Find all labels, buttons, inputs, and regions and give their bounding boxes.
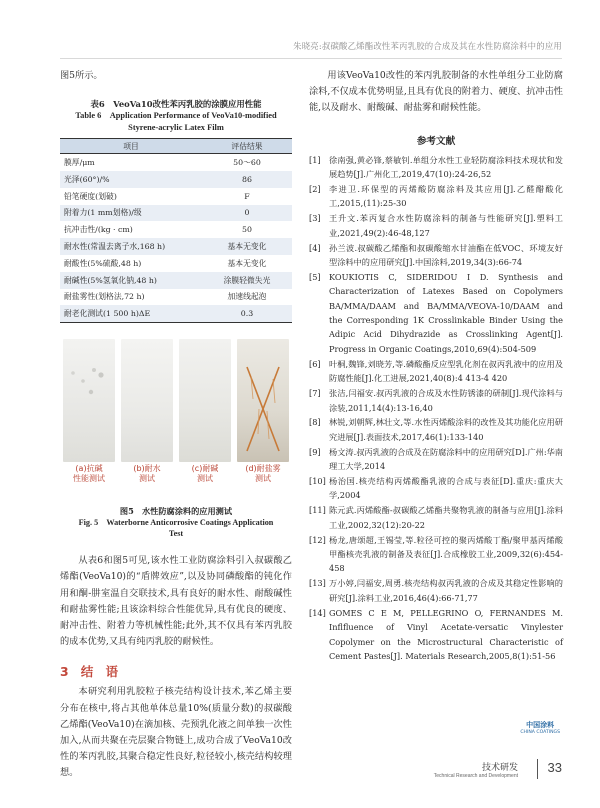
table-row bbox=[60, 272, 292, 289]
reference-item bbox=[309, 153, 563, 182]
table-cell: 抗冲击性/(kg · cm) bbox=[64, 225, 133, 235]
header-rule bbox=[60, 58, 562, 59]
reference-number: [10] bbox=[309, 476, 326, 487]
reference-text: 万小婷,闫福安,周勇.核壳结构叔丙乳液的合成及其稳定性影响的研究[J].涂料工业,2016,46(4):66-71,77 bbox=[329, 578, 563, 603]
table-row bbox=[60, 205, 292, 222]
china-coatings-logo bbox=[520, 720, 560, 735]
table-header-result: 评估结果 bbox=[202, 139, 292, 154]
reference-item bbox=[309, 386, 563, 415]
table-cell: 0.3 bbox=[202, 305, 292, 322]
table-row bbox=[60, 305, 292, 322]
label-a bbox=[60, 464, 118, 484]
conclusion-paragraph: 本研究利用乳胶粒子核壳结构设计技术,苯乙烯主要分布在核中,将占其他单体总量10%(质量分数)的叔碳酸乙烯酯(VeoVa10)在滴加核、壳预乳化液之间单独一次性加入,从而共聚在壳层聚合物链上,成功合成了VeoVa10改性的苯丙乳胶,其聚合稳定性良好,粒径较小,核壳结构较理想。 bbox=[60, 686, 292, 779]
reference-text: 林锐,刘朝辉,林壮文,等.水性丙烯酸涂料的改性及其功能化应用研究进展[J].表面技术,2017,46(1):133-140 bbox=[329, 417, 563, 442]
reference-number: [1] bbox=[309, 154, 321, 165]
table-cell: 膜厚/μm bbox=[64, 158, 95, 168]
footer-section-name-en: Technical Research and Development bbox=[433, 773, 518, 779]
label-d bbox=[234, 464, 292, 484]
reference-number: [13] bbox=[309, 578, 326, 589]
photo-b-water-resistance bbox=[121, 339, 173, 462]
table-row bbox=[60, 154, 292, 171]
reference-item bbox=[309, 182, 563, 211]
reference-number: [8] bbox=[309, 417, 321, 428]
label-c-line2: 测试 bbox=[197, 474, 213, 484]
table-cell: 光泽(60°)/% bbox=[60, 171, 202, 188]
page-number: 33 bbox=[547, 760, 562, 775]
intro-text: 图5所示。 bbox=[60, 70, 103, 81]
reference-item bbox=[309, 503, 563, 532]
label-d-line2: 测试 bbox=[255, 474, 271, 484]
discussion-paragraph: 从表6和图5可见,该水性工业防腐涂料引入叔碳酸乙烯酯(VeoVa10)的“盾牌效应”,以及协同磷酸酯的钝化作用和酮-肼室温自交联技术,具有良好的耐水性、耐酸碱性和耐盐雾性能;且该涂料综合性能优异,具有优良的硬度、耐冲击性、附着力等机械性能;此外,其不仅具有苯丙乳胶的成本优势,又具有纯丙乳胶的耐候性。 bbox=[60, 555, 292, 648]
performance-table bbox=[60, 138, 292, 323]
table-cell: 耐碱性(5%氢氧化钠,48 h) bbox=[60, 272, 202, 289]
blister-dots bbox=[63, 339, 115, 462]
logo-text-en: CHINA COATINGS bbox=[520, 730, 560, 735]
section-heading-conclusion: 3 结 语 bbox=[60, 664, 123, 680]
reference-number: [12] bbox=[309, 534, 326, 545]
right-column bbox=[309, 68, 563, 664]
table-cell: 附着力(1 mm划格)/级 bbox=[60, 205, 202, 222]
footer-divider bbox=[537, 759, 538, 779]
photo-d-salt-spray bbox=[237, 339, 289, 462]
figure-caption-en-1: Fig. 5 Waterborne Anticorrosive Coatings Application bbox=[78, 518, 274, 528]
label-b-line1: (b)耐水 bbox=[133, 464, 161, 474]
photo-a-alkali-resistance bbox=[63, 339, 115, 462]
conclusion-continued: 用该VeoVa10改性的苯丙乳胶制备的水性单组分工业防腐涂料,不仅成本优势明显,且具有优良的附着力、硬度、抗冲击性能,以及耐水、耐酸碱、耐盐雾和耐候性能。 bbox=[309, 70, 563, 114]
reference-number: [14] bbox=[309, 607, 326, 618]
reference-item bbox=[309, 415, 563, 444]
reference-text: 李进卫.环保型的丙烯酸防腐涂料及其应用[J].乙醛醋酸化工,2015,(11):25-30 bbox=[329, 183, 563, 209]
photo-c-alkali-resistance bbox=[179, 339, 231, 462]
label-c-line1: (c)耐碱 bbox=[191, 464, 219, 474]
figure-caption-cn: 图5 水性防腐涂料的应用测试 bbox=[119, 506, 233, 517]
table-cell: 86 bbox=[202, 171, 292, 188]
reference-number: [7] bbox=[309, 388, 321, 399]
table-caption-cn: 表6 VeoVa10改性苯丙乳胶的涂膜应用性能 bbox=[90, 99, 262, 110]
reference-number: [11] bbox=[309, 505, 326, 516]
table-cell: 铅笔硬度(划破) bbox=[64, 191, 117, 201]
table-cell: 耐盐雾性(划格法,72 h) bbox=[64, 292, 145, 302]
reference-number: [3] bbox=[309, 213, 321, 224]
table-cell: 50 bbox=[242, 225, 252, 235]
reference-item bbox=[309, 211, 563, 240]
reference-item bbox=[309, 576, 563, 605]
reference-number: [2] bbox=[309, 183, 321, 194]
table-row bbox=[60, 188, 292, 205]
table-row bbox=[60, 255, 292, 272]
reference-item bbox=[309, 270, 563, 356]
label-b bbox=[118, 464, 176, 484]
reference-item bbox=[309, 533, 563, 576]
reference-number: [4] bbox=[309, 242, 321, 253]
table-cell: 耐酸性(5%硫酸,48 h) bbox=[64, 258, 142, 268]
reference-item bbox=[309, 606, 563, 664]
table-cell: 基本无变化 bbox=[227, 258, 267, 268]
reference-number: [9] bbox=[309, 446, 321, 457]
reference-item bbox=[309, 474, 563, 503]
table-header-row bbox=[60, 139, 292, 154]
reference-item bbox=[309, 445, 563, 474]
logo-text-cn: 中国涂料 bbox=[526, 721, 555, 729]
reference-text: 张洁,闫福安.叔丙乳液的合成及水性防锈漆的研制[J].现代涂料与涂装,2011,14(4):13-16,40 bbox=[329, 388, 563, 413]
label-c bbox=[176, 464, 234, 484]
table-cell: 0 bbox=[202, 205, 292, 222]
table-cell: 基本无变化 bbox=[202, 238, 292, 255]
reference-text: 陈元武.丙烯酸酯-叔碳酸乙烯酯共聚物乳液的制备与应用[J].涂料工业,2002,32(12):20-22 bbox=[329, 505, 563, 530]
table-cell: 耐老化测试(1 500 h)ΔE bbox=[60, 305, 202, 322]
reference-text: 徐南强,黄必锋,蔡敏钊.单组分水性工业轻防腐涂料技术现状和发展趋势[J].广州化工,2019,47(10):24-26,52 bbox=[329, 154, 563, 180]
label-a-line2: 性能测试 bbox=[73, 474, 105, 484]
reference-number: [6] bbox=[309, 358, 321, 369]
running-header: 朱晓亮:叔碳酸乙烯酯改性苯丙乳胶的合成及其在水性防腐涂料中的应用 bbox=[293, 41, 562, 51]
left-column bbox=[60, 68, 292, 782]
table-cell: 涂膜轻微失光 bbox=[202, 272, 292, 289]
table-cell: 耐水性(常温去离子水,168 h) bbox=[60, 238, 202, 255]
reference-text: 杨龙,唐颂超,王锡莹,等.粒径可控的聚丙烯酸丁酯/聚甲基丙烯酸甲酯核壳乳液的制备及表征[J].合成橡胶工业,2009,32(6):454-458 bbox=[329, 534, 563, 574]
footer-section-name: 技术研发 bbox=[481, 763, 518, 773]
table-row bbox=[60, 238, 292, 255]
reference-text: KOUKIOTIS C, SIDERIDOU I D. Synthesis and Characterization of Latexes Based on Copolymers BA/MMA/DAAM and BA/MMA/VEOVA-10/DAAM and the Corresponding 1K Crosslinkable Binder Using the Adipic Acid Dihydrazide as Crosslinking Agent[J]. Progress in Organic Coatings,2010,69(4):504-509 bbox=[329, 271, 563, 354]
reference-text: 杨治国.核壳结构丙烯酸酯乳液的合成与表征[D].重庆:重庆大学,2004 bbox=[329, 476, 563, 501]
figure-caption-en-2: Test bbox=[168, 529, 184, 539]
table-header-item: 项目 bbox=[60, 139, 202, 154]
references-title: 参考文献 bbox=[416, 135, 456, 147]
table-cell: 50～60 bbox=[233, 158, 261, 168]
reference-item bbox=[309, 241, 563, 270]
reference-list bbox=[309, 153, 563, 664]
label-b-line2: 测试 bbox=[139, 474, 155, 484]
label-d-line1: (d)耐盐雾 bbox=[245, 464, 281, 474]
table-caption-en-2: Styrene-acrylic Latex Film bbox=[128, 123, 224, 133]
figure-5 bbox=[60, 339, 292, 501]
table-cell: 加速线起泡 bbox=[227, 292, 267, 302]
table-cell: F bbox=[244, 191, 250, 201]
table-row bbox=[60, 289, 292, 306]
table-row bbox=[60, 171, 292, 188]
reference-text: 杨文涛.叔丙乳液的合成及在防腐涂料中的应用研究[D].广州:华南理工大学,2014 bbox=[329, 446, 563, 472]
reference-text: 孙兰波.叔碳酸乙烯酯和叔碳酸缩水甘油酯在低VOC、环境友好型涂料中的应用研究[J].中国涂料,2019,34(3):66-74 bbox=[329, 242, 563, 267]
reference-item bbox=[309, 357, 563, 386]
label-a-line1: (a)抗碱 bbox=[75, 464, 103, 474]
table-caption-en-1: Table 6 Application Performance of VeoVa10-modified bbox=[75, 111, 277, 121]
reference-number: [5] bbox=[309, 271, 321, 282]
table-row bbox=[60, 221, 292, 238]
reference-text: 叶桐,魏锋,刘晓芳,等.磷酸酯反应型乳化剂在叔丙乳液中的应用及防腐性能[J].化工进展,2021,40(8):4 413-4 420 bbox=[329, 358, 563, 384]
reference-text: 王升文.苯丙复合水性防腐涂料的制备与性能研究[J].塑料工业,2021,49(2):46-48,127 bbox=[329, 213, 563, 238]
rust-scribe-lines bbox=[237, 339, 289, 462]
reference-text: GOMES C E M, PELLEGRINO O, FERNANDES M. Inflfluence of Vinyl Acetate-versatic Vinylester Copolymer on the Microstructural Characteristic of Cement Pastes[J]. Materials Research,2005,8(1):51-56 bbox=[329, 607, 563, 661]
